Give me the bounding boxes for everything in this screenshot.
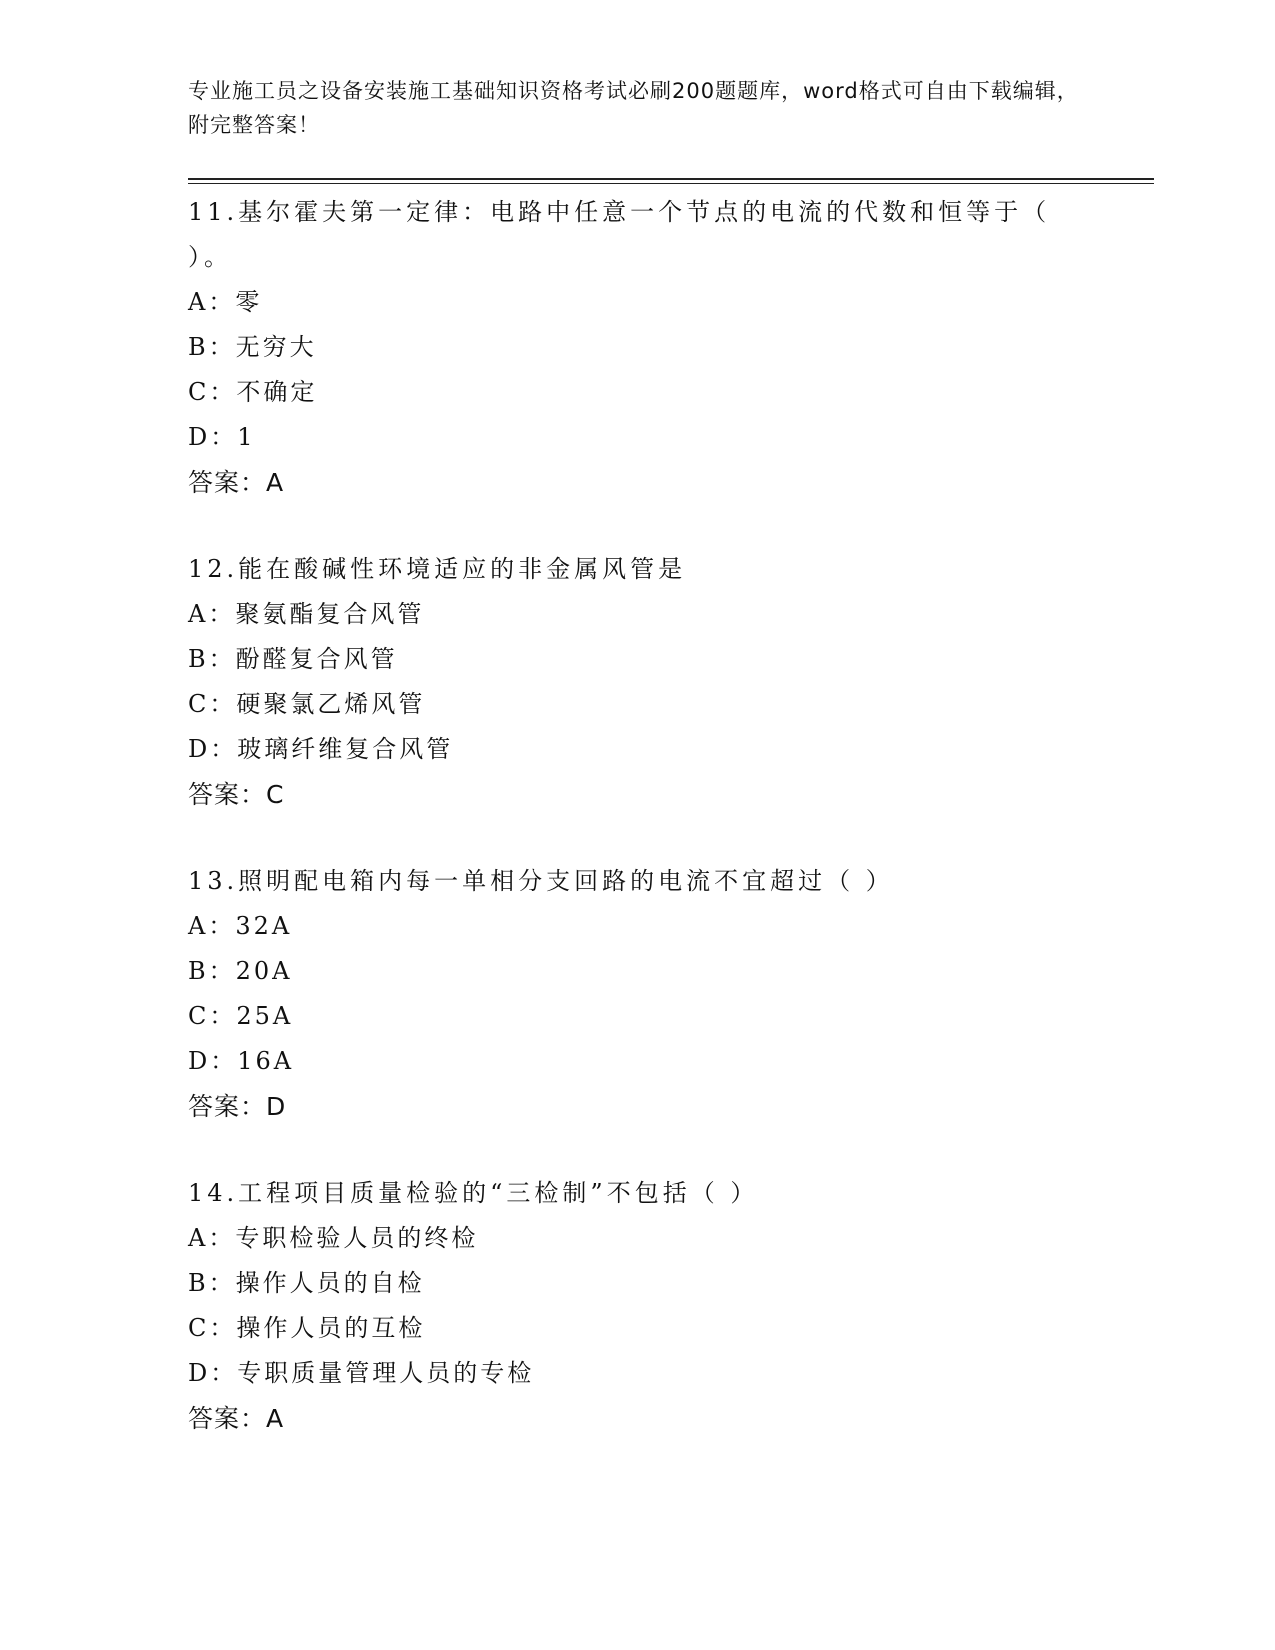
answer-line: 答案：D — [188, 1092, 287, 1121]
option-d: D：1 — [188, 423, 256, 451]
option-b: B：操作人员的自检 — [188, 1269, 425, 1297]
option-c: C：操作人员的互检 — [188, 1314, 426, 1342]
answer-line: 答案：A — [188, 468, 285, 497]
header-rule-thin — [188, 183, 1154, 184]
answer-line: 答案：C — [188, 780, 285, 809]
question-14 — [188, 1171, 1088, 1441]
answer-line: 答案：A — [188, 1404, 285, 1433]
question-11 — [188, 190, 1088, 505]
option-b: B：无穷大 — [188, 333, 317, 361]
question-text: 12.能在酸碱性环境适应的非金属风管是 — [188, 555, 687, 583]
header-rule-thick — [188, 178, 1154, 180]
question-13 — [188, 859, 1088, 1129]
option-c: C：不确定 — [188, 378, 318, 406]
option-b: B：酚醛复合风管 — [188, 645, 398, 673]
question-text: 13.照明配电箱内每一单相分支回路的电流不宜超过（ ） — [188, 867, 894, 895]
document-header: 专业施工员之设备安装施工基础知识资格考试必刷200题题库，word格式可自由下载编辑，附完整答案！ — [188, 79, 1079, 137]
question-12 — [188, 547, 1088, 817]
option-c: C：硬聚氯乙烯风管 — [188, 690, 426, 718]
question-text: 14.工程项目质量检验的“三检制”不包括（ ） — [188, 1179, 759, 1207]
option-a: A：聚氨酯复合风管 — [188, 600, 425, 628]
question-list — [188, 188, 1088, 1483]
option-a: A：32A — [188, 912, 293, 940]
question-text: 11.基尔霍夫第一定律：电路中任意一个节点的电流的代数和恒等于（ ）。 — [188, 198, 1051, 271]
option-d: D：16A — [188, 1047, 295, 1075]
option-c: C：25A — [188, 1002, 294, 1030]
option-a: A：零 — [188, 288, 263, 316]
option-a: A：专职检验人员的终检 — [188, 1224, 479, 1252]
option-d: D：玻璃纤维复合风管 — [188, 735, 454, 763]
option-b: B：20A — [188, 957, 293, 985]
option-d: D：专职质量管理人员的专检 — [188, 1359, 535, 1387]
